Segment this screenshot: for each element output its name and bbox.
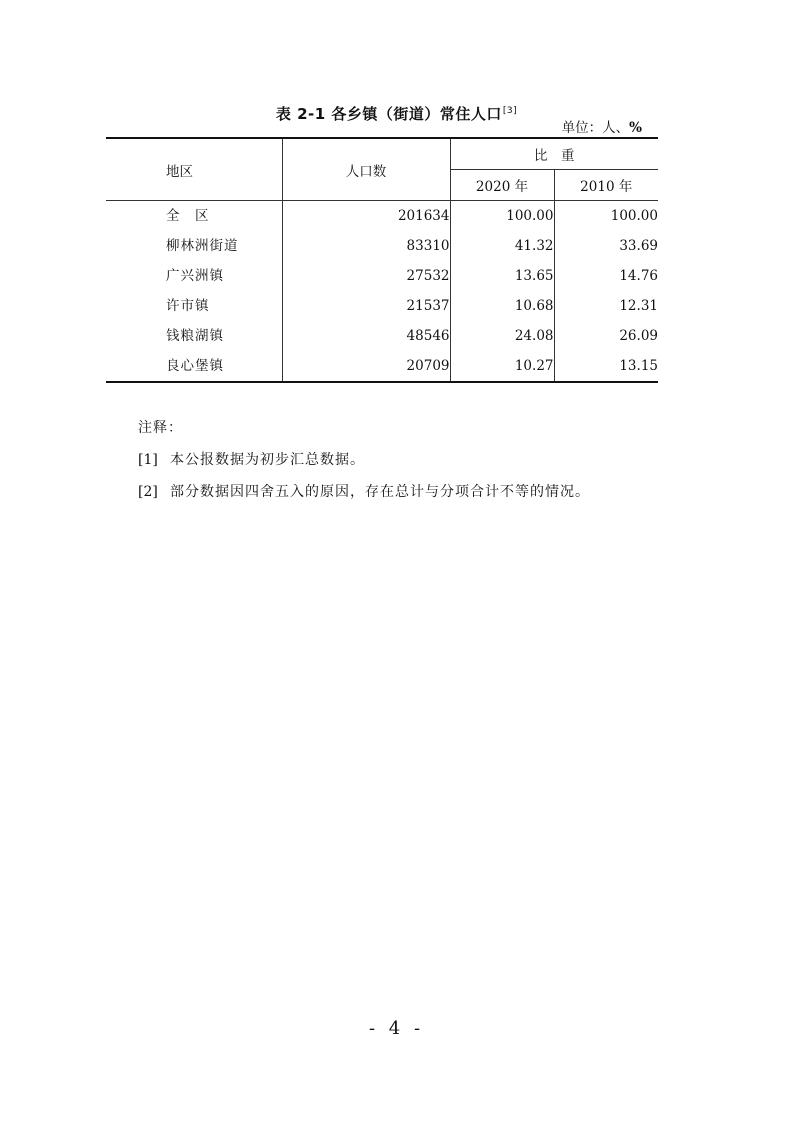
unit-label xyxy=(500,120,642,136)
row-share-2020: 24.08 xyxy=(450,321,554,351)
note-text: 本公报数据为初步汇总数据。 xyxy=(170,452,365,468)
table-row xyxy=(106,231,658,261)
row-region: 许市镇 xyxy=(106,291,282,321)
note-item xyxy=(138,450,590,470)
table-row xyxy=(106,351,658,382)
row-population: 27532 xyxy=(282,261,450,291)
table-row xyxy=(106,321,658,351)
row-region: 柳林洲街道 xyxy=(106,231,282,261)
table-row xyxy=(106,291,658,321)
row-share-2020: 100.00 xyxy=(450,201,554,232)
header-year-2010: 2010 年 xyxy=(554,170,658,201)
header-region: 地区 xyxy=(106,138,282,201)
row-share-2010: 100.00 xyxy=(610,208,658,224)
row-region: 良心堡镇 xyxy=(106,351,282,382)
row-population: 48546 xyxy=(282,321,450,351)
row-share-2020: 41.32 xyxy=(450,231,554,261)
header-share: 比 重 xyxy=(450,138,658,170)
page-number: - 4 - xyxy=(368,1018,425,1039)
row-population: 20709 xyxy=(282,351,450,382)
table-title-text: 表 2-1 各乡镇（街道）常住人口 xyxy=(275,105,502,123)
row-region: 全 区 xyxy=(106,201,282,232)
unit-label-text: 单位：人、 xyxy=(561,120,630,136)
row-share-2010: 26.09 xyxy=(619,328,658,344)
row-share-2010: 12.31 xyxy=(619,298,658,314)
note-number: [2] xyxy=(138,484,158,500)
table-row xyxy=(106,201,658,232)
row-share-2020: 13.65 xyxy=(450,261,554,291)
row-share-2020: 10.68 xyxy=(450,291,554,321)
row-region: 钱粮湖镇 xyxy=(106,321,282,351)
note-text: 部分数据因四舍五入的原因，存在总计与分项合计不等的情况。 xyxy=(170,484,590,500)
row-population: 83310 xyxy=(282,231,450,261)
title-footnote-ref: [3] xyxy=(502,106,518,116)
notes-title: 注释： xyxy=(138,420,183,436)
row-region: 广兴洲镇 xyxy=(106,261,282,291)
row-population: 21537 xyxy=(282,291,450,321)
table-row xyxy=(106,261,658,291)
header-population: 人口数 xyxy=(282,138,450,201)
row-share-2010: 14.76 xyxy=(619,268,658,284)
note-item xyxy=(138,482,590,502)
row-share-2010: 13.15 xyxy=(554,351,658,382)
unit-percent: % xyxy=(629,120,642,136)
row-share-2020: 10.27 xyxy=(450,351,554,382)
note-number: [1] xyxy=(138,452,158,468)
header-year-2020: 2020 年 xyxy=(450,170,554,201)
notes-section xyxy=(138,418,590,514)
table-title xyxy=(0,101,793,124)
row-population: 201634 xyxy=(282,201,450,232)
row-share-2010: 33.69 xyxy=(619,238,658,254)
population-table xyxy=(106,137,658,383)
